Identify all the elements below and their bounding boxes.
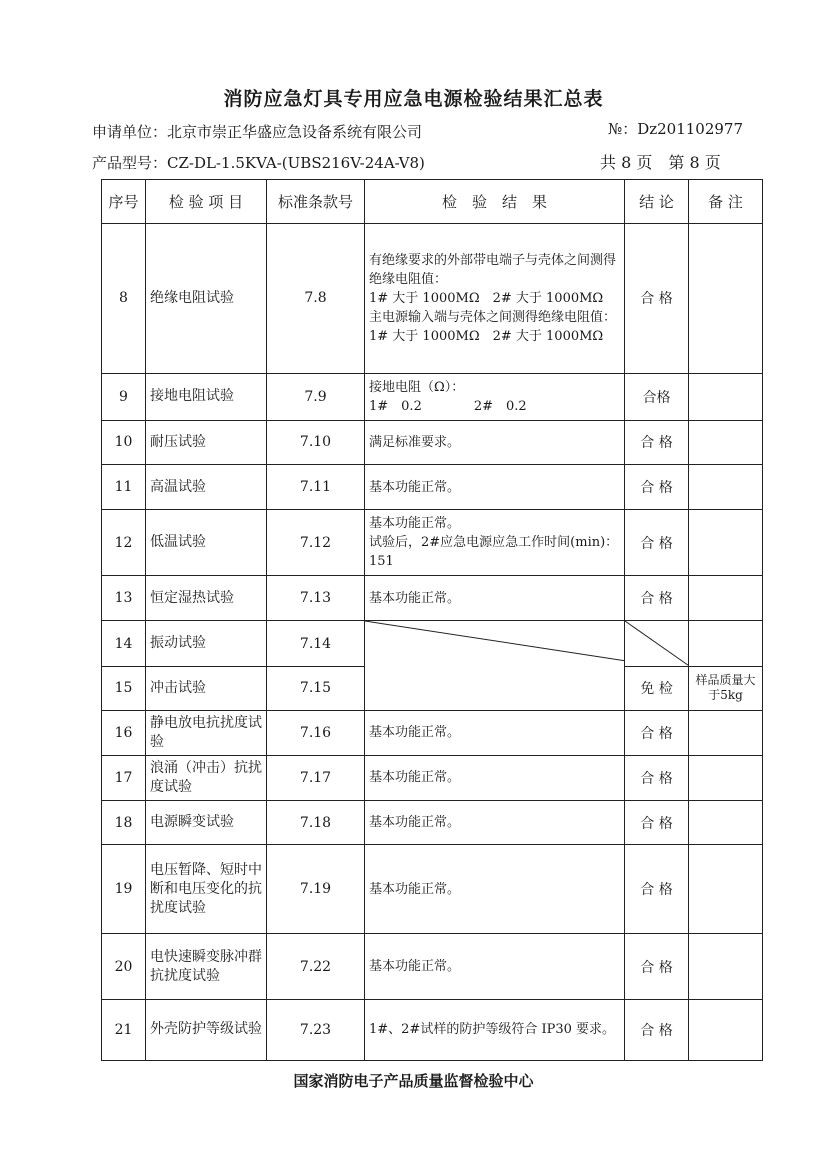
- header-conclusion: 结 论: [625, 180, 689, 224]
- row-conclusion: 合 格: [625, 576, 689, 621]
- row-conclusion: 合 格: [625, 934, 689, 999]
- page-count: 共 8 页 第 8 页: [600, 153, 721, 172]
- row-remark: [689, 801, 763, 845]
- result-line: 基本功能正常。: [369, 881, 461, 897]
- table-row: [102, 420, 763, 464]
- row-remark: [689, 845, 763, 934]
- row-remark: [689, 999, 763, 1060]
- row-remark: 样品质量大于5kg: [689, 666, 763, 710]
- row-remark: [689, 621, 763, 666]
- table-row: [102, 510, 763, 576]
- row-no: 12: [102, 510, 146, 576]
- diagonal-slash: [365, 621, 624, 709]
- result-line: 接地电阻（Ω）：: [369, 379, 465, 395]
- row-clause: 7.12: [267, 510, 365, 576]
- result-line: 基本功能正常。: [369, 479, 461, 495]
- header-remark: 备 注: [689, 180, 763, 224]
- header-no: 序号: [102, 180, 146, 224]
- result-line: 主电源输入端与壳体之间测得绝缘电阻值：: [369, 309, 617, 325]
- header-clause: 标准条款号: [267, 180, 365, 224]
- result-line: 基本功能正常。: [369, 516, 461, 532]
- table-row: [102, 464, 763, 509]
- row-no: 13: [102, 576, 146, 621]
- table-row: [102, 845, 763, 934]
- row-remark: [689, 510, 763, 576]
- row-clause: 7.9: [267, 373, 365, 420]
- row-remark: [689, 755, 763, 800]
- row-clause: 7.19: [267, 845, 365, 934]
- table-header-row: [102, 180, 763, 224]
- row-result: [365, 464, 625, 509]
- row-result: [365, 710, 625, 755]
- table-row: [102, 576, 763, 621]
- row-remark: [689, 934, 763, 999]
- table-row: [102, 373, 763, 420]
- row-no: 8: [102, 224, 146, 374]
- row-item: 冲击试验: [146, 666, 267, 710]
- result-line: 1# 大于 1000MΩ 2# 大于 1000MΩ: [369, 328, 604, 344]
- row-remark: [689, 710, 763, 755]
- result-line: 1# 大于 1000MΩ 2# 大于 1000MΩ: [369, 290, 604, 306]
- applicant-line: 申请单位：北京市崇正华盛应急设备系统有限公司: [92, 123, 423, 141]
- row-clause: 7.23: [267, 999, 365, 1060]
- table-row: [102, 934, 763, 999]
- row-result: [365, 999, 625, 1060]
- row-clause: 7.14: [267, 621, 365, 666]
- row-no: 11: [102, 464, 146, 509]
- row-conclusion: 合 格: [625, 420, 689, 464]
- row-no: 17: [102, 755, 146, 800]
- result-line: 满足标准要求。: [369, 434, 461, 450]
- result-line: 基本功能正常。: [369, 770, 461, 786]
- table-row: [102, 710, 763, 755]
- row-no: 20: [102, 934, 146, 999]
- row-item: 电源瞬变试验: [146, 801, 267, 845]
- row-remark: [689, 373, 763, 420]
- issuing-organization: 国家消防电子产品质量监督检验中心: [293, 1072, 534, 1090]
- row-item: 外壳防护等级试验: [146, 999, 267, 1060]
- row-clause: 7.11: [267, 464, 365, 509]
- row-result: [365, 934, 625, 999]
- row-clause: 7.13: [267, 576, 365, 621]
- row-conclusion: 合 格: [625, 845, 689, 934]
- row-no: 21: [102, 999, 146, 1060]
- row-no: 15: [102, 666, 146, 710]
- diagonal-slash: [625, 621, 688, 665]
- table-row: [102, 755, 763, 800]
- row-item: 浪涌（冲击）抗扰度试验: [146, 755, 267, 800]
- table-row: [102, 801, 763, 845]
- row-result: [365, 755, 625, 800]
- row-result: [365, 373, 625, 420]
- row-conclusion-not-applicable: [625, 621, 689, 666]
- row-conclusion: 合 格: [625, 224, 689, 374]
- row-item: 静电放电抗扰度试验: [146, 710, 267, 755]
- row-no: 9: [102, 373, 146, 420]
- row-clause: 7.10: [267, 420, 365, 464]
- row-item: 低温试验: [146, 510, 267, 576]
- row-item: 绝缘电阻试验: [146, 224, 267, 374]
- product-model-line: 产品型号：CZ-DL-1.5KVA-(UBS216V-24A-V8): [92, 154, 425, 172]
- table-row: [102, 621, 763, 666]
- row-conclusion: 合 格: [625, 464, 689, 509]
- table-row: [102, 999, 763, 1060]
- row-remark: [689, 576, 763, 621]
- row-item: 振动试验: [146, 621, 267, 666]
- row-result: [365, 224, 625, 374]
- row-conclusion: 合 格: [625, 755, 689, 800]
- row-conclusion: 合 格: [625, 801, 689, 845]
- row-result-not-applicable: [365, 621, 625, 710]
- header-result: 检 验 结 果: [365, 180, 625, 224]
- row-result: [365, 845, 625, 934]
- row-conclusion: 免 检: [625, 666, 689, 710]
- result-line: 基本功能正常。: [369, 590, 461, 606]
- row-result: [365, 510, 651, 576]
- row-item: 恒定湿热试验: [146, 576, 267, 621]
- row-item: 接地电阻试验: [146, 373, 267, 420]
- row-clause: 7.8: [267, 224, 365, 374]
- row-no: 16: [102, 710, 146, 755]
- row-item: 耐压试验: [146, 420, 267, 464]
- row-conclusion: 合 格: [625, 510, 689, 576]
- row-no: 10: [102, 420, 146, 464]
- row-remark: [689, 224, 763, 374]
- row-conclusion: 合 格: [625, 999, 689, 1060]
- row-conclusion: 合 格: [625, 710, 689, 755]
- row-result: [365, 420, 625, 464]
- row-remark: [689, 420, 763, 464]
- row-clause: 7.15: [267, 666, 365, 710]
- row-result: [365, 576, 625, 621]
- row-no: 18: [102, 801, 146, 845]
- result-line: 基本功能正常。: [369, 815, 461, 831]
- results-table: [101, 179, 763, 1061]
- row-clause: 7.17: [267, 755, 365, 800]
- row-item: 电压暂降、短时中断和电压变化的抗扰度试验: [146, 845, 267, 934]
- result-line: 1#、2#试样的防护等级符合 IP30 要求。: [369, 1022, 616, 1038]
- row-clause: 7.16: [267, 710, 365, 755]
- row-no: 14: [102, 621, 146, 666]
- row-item: 高温试验: [146, 464, 267, 509]
- result-line: 有绝缘要求的外部带电端子与壳体之间测得绝缘电阻值：: [369, 252, 617, 287]
- result-line: 基本功能正常。: [369, 725, 461, 741]
- header-item: 检 验 项 目: [146, 180, 267, 224]
- result-line: 试验后，2#应急电源应急工作时间(min)： 151: [369, 535, 651, 570]
- row-clause: 7.18: [267, 801, 365, 845]
- row-conclusion: 合格: [625, 373, 689, 420]
- row-remark: [689, 464, 763, 509]
- row-no: 19: [102, 845, 146, 934]
- row-result: [365, 801, 625, 845]
- report-number: №：Dz201102977: [608, 120, 744, 138]
- document-title: 消防应急灯具专用应急电源检验结果汇总表: [223, 88, 604, 110]
- table-row: [102, 224, 763, 374]
- row-clause: 7.22: [267, 934, 365, 999]
- result-line: 基本功能正常。: [369, 959, 461, 975]
- row-item: 电快速瞬变脉冲群抗扰度试验: [146, 934, 267, 999]
- result-line: 1# 0.2 2# 0.2: [369, 398, 527, 414]
